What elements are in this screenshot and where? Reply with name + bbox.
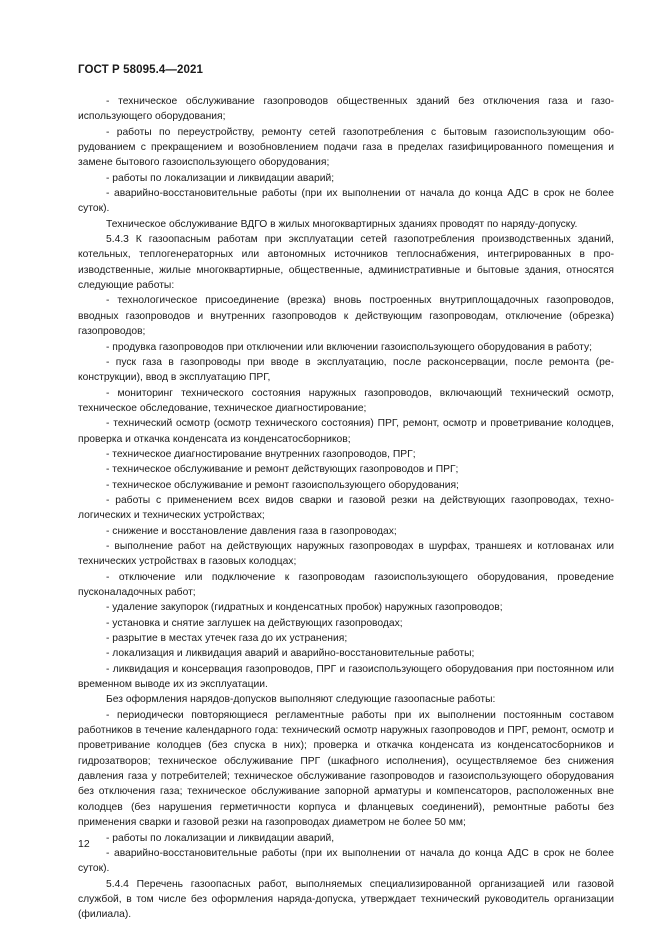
paragraph: - техническое обслуживание и ремонт действующих газопроводов и ПРГ; [106,464,459,476]
paragraph: - техническое обслуживание газопроводов общественных зданий без отключения газа и газоиспользующего оборудования; [78,96,614,123]
paragraph: - работы по локализации и ликвидации аварий, [106,832,335,844]
paragraph: - аварийно-восстановительные работы (при их выполнении от начала до конца АДС в срок не более суток). [78,188,614,215]
paragraph: - технологическое присоединение (врезка) вновь построенных внутриплощадочных газопроводов, вводных газопроводов и внутренних газопроводов к действующим газопроводам, отключение (обрезка) газопроводов; [78,295,614,338]
document-body [78,94,614,923]
paragraph: - работы по переустройству, ремонту сетей газопотребления с бытовым газоиспользующим оборудованием с прекращением и возобновлением подачи газа в пределах газифицированного помещения и замене бытового газоиспользующего оборудования; [78,126,614,169]
paragraph: - отключение или подключение к газопроводам газоиспользующего оборудования, проведение пусконаладочных работ; [78,571,614,598]
paragraph: - установка и снятие заглушек на действующих газопроводах; [106,617,403,629]
paragraph: - локализация и ликвидация аварий и аварийно-восстановительные работы; [106,648,475,660]
paragraph: Техническое обслуживание ВДГО в жилых многоквартирных зданиях проводят по наряду-допуску. [106,218,578,230]
paragraph: - техническое обслуживание и ремонт газоиспользующего оборудования; [106,479,459,491]
page-number: 12 [78,838,90,850]
paragraph: - удаление закупорок (гидратных и конденсатных пробок) наружных газопроводов; [106,602,503,614]
document-header: ГОСТ Р 58095.4—2021 [78,64,203,76]
section-5-4-3-paragraph: 5.4.3 К газоопасным работам при эксплуатации сетей газопотребления производственных зданий, котельных, теплогенераторных или автономных источников теплоснабжения, интегрированных в производственные, жилые многоквартирные, общественные, административные и бытовые здания, относятся следующие работы: [78,234,614,292]
paragraph: - техническое диагностирование внутренних газопроводов, ПРГ; [106,448,416,460]
paragraph: - мониторинг технического состояния наружных газопроводов, включающий технический осмотр, техническое обследование, техническое диагностирование; [78,387,614,414]
paragraph: - разрытие в местах утечек газа до их устранения; [106,633,348,645]
paragraph: - ликвидация и консервация газопроводов, ПРГ и газоиспользующего оборудования при постоянном или временном выводе их из эксплуатации. [78,663,614,691]
paragraph: - работы по локализации и ликвидации аварий; [106,172,335,184]
paragraph: - технический осмотр (осмотр технического состояния) ПРГ, ремонт, осмотр и проветривание колодцев, проверка и откачка конденсата из конденсатосборников; [78,418,614,445]
paragraph: - аварийно-восстановительные работы (при их выполнении от начала до конца АДС в срок не более суток). [78,847,614,875]
paragraph: - выполнение работ на действующих наружных газопроводах в шурфах, траншеях и котлованах или технических устройствах в газовых колодцах; [78,540,614,568]
paragraph: - работы с применением всех видов сварки и газовой резки на действующих газопроводах, технологических и технических устройствах; [78,494,614,522]
paragraph: - периодически повторяющиеся регламентные работы при их выполнении постоянным составом работников в течение календарного года: технический осмотр наружных газопроводов и ПРГ, ремонт, осмотр и проветривание колодцев (без спуска в них); проверка и откачка конденсата из конденсатосборников и гидрозатворов; техническое обслуживание ПРГ (шкафного исполнения), осуществляемое без снижения давления газа у потребителей; техническое обслуживание газопроводов и газоиспользующего оборудования без отключения газа; техническое обслуживание запорной арматуры и компенсаторов, расположенных вне колодцев (без нарушения герметичности корпуса и фланцевых соединений), ремонтные работы без применения сварки и газовой резки на газопроводах диаметром не более 50 мм; [78,709,614,829]
paragraph: - пуск газа в газопроводы при вводе в эксплуатацию, после расконсервации, после ремонта (реконструкции), ввод в эксплуатацию ПРГ, [78,356,614,384]
paragraph: - снижение и восстановление давления газа в газопроводах; [106,525,397,537]
paragraph: - продувка газопроводов при отключении или включении газоиспользующего оборудования в работу; [106,341,592,353]
paragraph: Без оформления нарядов-допусков выполняют следующие газоопасные работы: [106,694,496,706]
section-5-4-4-paragraph: 5.4.4 Перечень газоопасных работ, выполняемых специализированной организацией или газовой службой, в том числе без оформления наряда-допуска, утверждает технический руководитель организации (филиала). [78,878,614,921]
